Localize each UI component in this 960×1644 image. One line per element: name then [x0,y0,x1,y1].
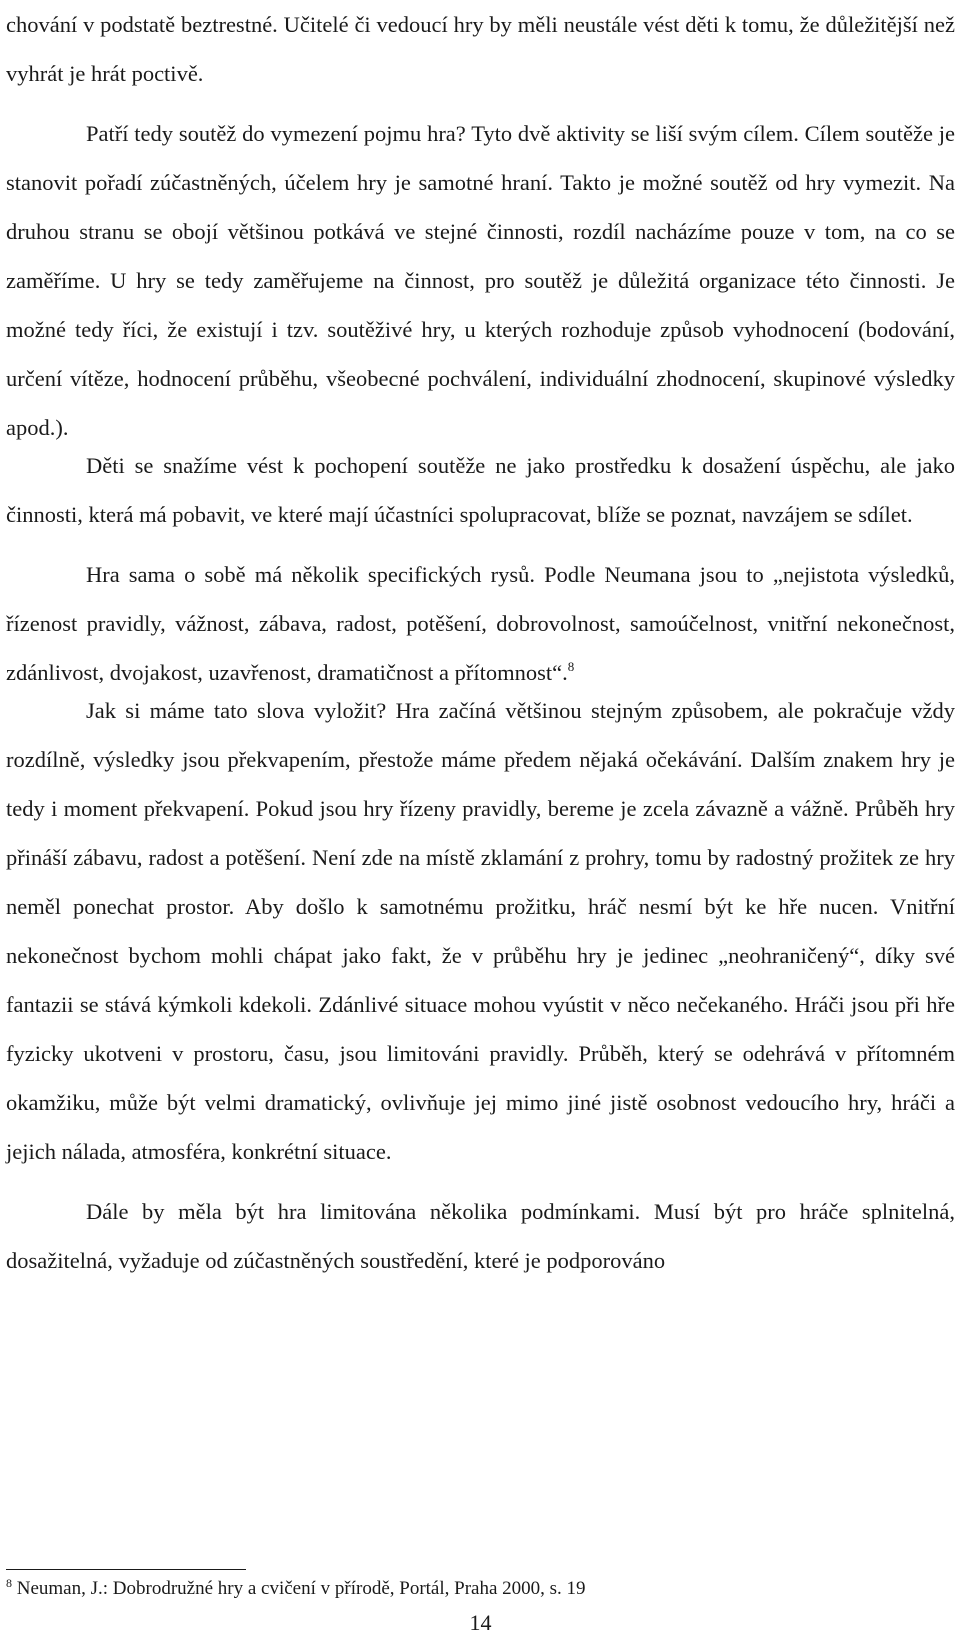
paragraph-text: Jak si máme tato slova vyložit? Hra začíná většinou stejným způsobem, ale pokračuje vždy rozdílně, výsledky jsou překvapením, přestože máme předem nějaká očekávání. Dalším znakem hry je tedy i moment překvapení. Pokud jsou hry řízeny pravidly, bereme je zcela závazně a vážně. Průběh hry přináší zábavu, radost a potěšení. Není zde na místě zklamání z prohry, tomu by radostný prožitek ze hry neměl ponechat prostor. Aby došlo k samotnému prožitku, hráč nesmí být ke hře nucen. Vnitřní nekonečnost bychom mohli chápat jako fakt, že v průběhu hry je jedinec „neohraničený“, díky své fantazii se stává kýmkoli kdekoli. Zdánlivé situace mohou vyústit v něco nečekaného. Hráči jsou při hře fyzicky ukotveni v prostoru, času, jsou limitováni pravidly. Průběh, který se odehrává v přítomném okamžiku, může být velmi dramatický, ovlivňuje jej mimo jiné jistě osobnost vedoucího hry, hráči a jejich nálada, atmosféra, konkrétní situace. [6,698,955,1164]
paragraph-text: chování v podstatě beztrestné. Učitelé či vedoucí hry by měli neustále vést děti k tomu, že důležitější než vyhrát je hrát poctivě. [6,12,955,86]
page-number: 14 [469,1610,492,1635]
paragraph-2 [6,109,955,452]
paragraph-1 [6,0,955,98]
paragraph-text: Dále by měla být hra limitována několika podmínkami. Musí být pro hráče splnitelná, dosažitelná, vyžaduje od zúčastněných soustředění, které je podporováno [6,1199,955,1273]
paragraph-6 [6,1187,955,1285]
paragraph-text: Patří tedy soutěž do vymezení pojmu hra? Tyto dvě aktivity se liší svým cílem. Cílem soutěže je stanovit pořadí zúčastněných, účelem hry je samotné hraní. Takto je možné soutěž od hry vymezit. Na druhou stranu se obojí většinou potkává ve stejné činnosti, rozdíl nacházíme pouze v tom, na co se zaměříme. U hry se tedy zaměřujeme na činnost, pro soutěž je důležitá organizace této činnosti. Je možné tedy říci, že existují i tzv. soutěživé hry, u kterých rozhoduje způsob vyhodnocení (bodování, určení vítěze, hodnocení průběhu, všeobecné pochválení, individuální zhodnocení, skupinové výsledky apod.). [6,121,955,440]
footnote-text: Neuman, J.: Dobrodružné hry a cvičení v přírodě, Portál, Praha 2000, s. 19 [12,1578,586,1599]
paragraph-text: Hra sama o sobě má několik specifických rysů. Podle Neumana jsou to „nejistota výsledků, řízenost pravidly, vážnost, zábava, radost, potěšení, dobrovolnost, samoúčelnost, vnitřní nekonečnost, zdánlivost, dvojakost, uzavřenost, dramatičnost a přítomnost“. [6,562,955,685]
paragraph-text: Děti se snažíme vést k pochopení soutěže ne jako prostředku k dosažení úspěchu, ale jako činnosti, která má pobavit, ve které mají účastníci spolupracovat, blíže se poznat, navzájem se sdílet. [6,453,955,527]
footnote-separator [6,1569,246,1570]
footnote-number: 8 [6,1576,12,1590]
footnote [6,1577,586,1601]
paragraph-3 [6,441,955,539]
document-page [6,0,955,1644]
paragraph-5 [6,686,955,1176]
paragraph-4 [6,550,955,697]
footnote-reference[interactable]: 8 [567,659,575,674]
